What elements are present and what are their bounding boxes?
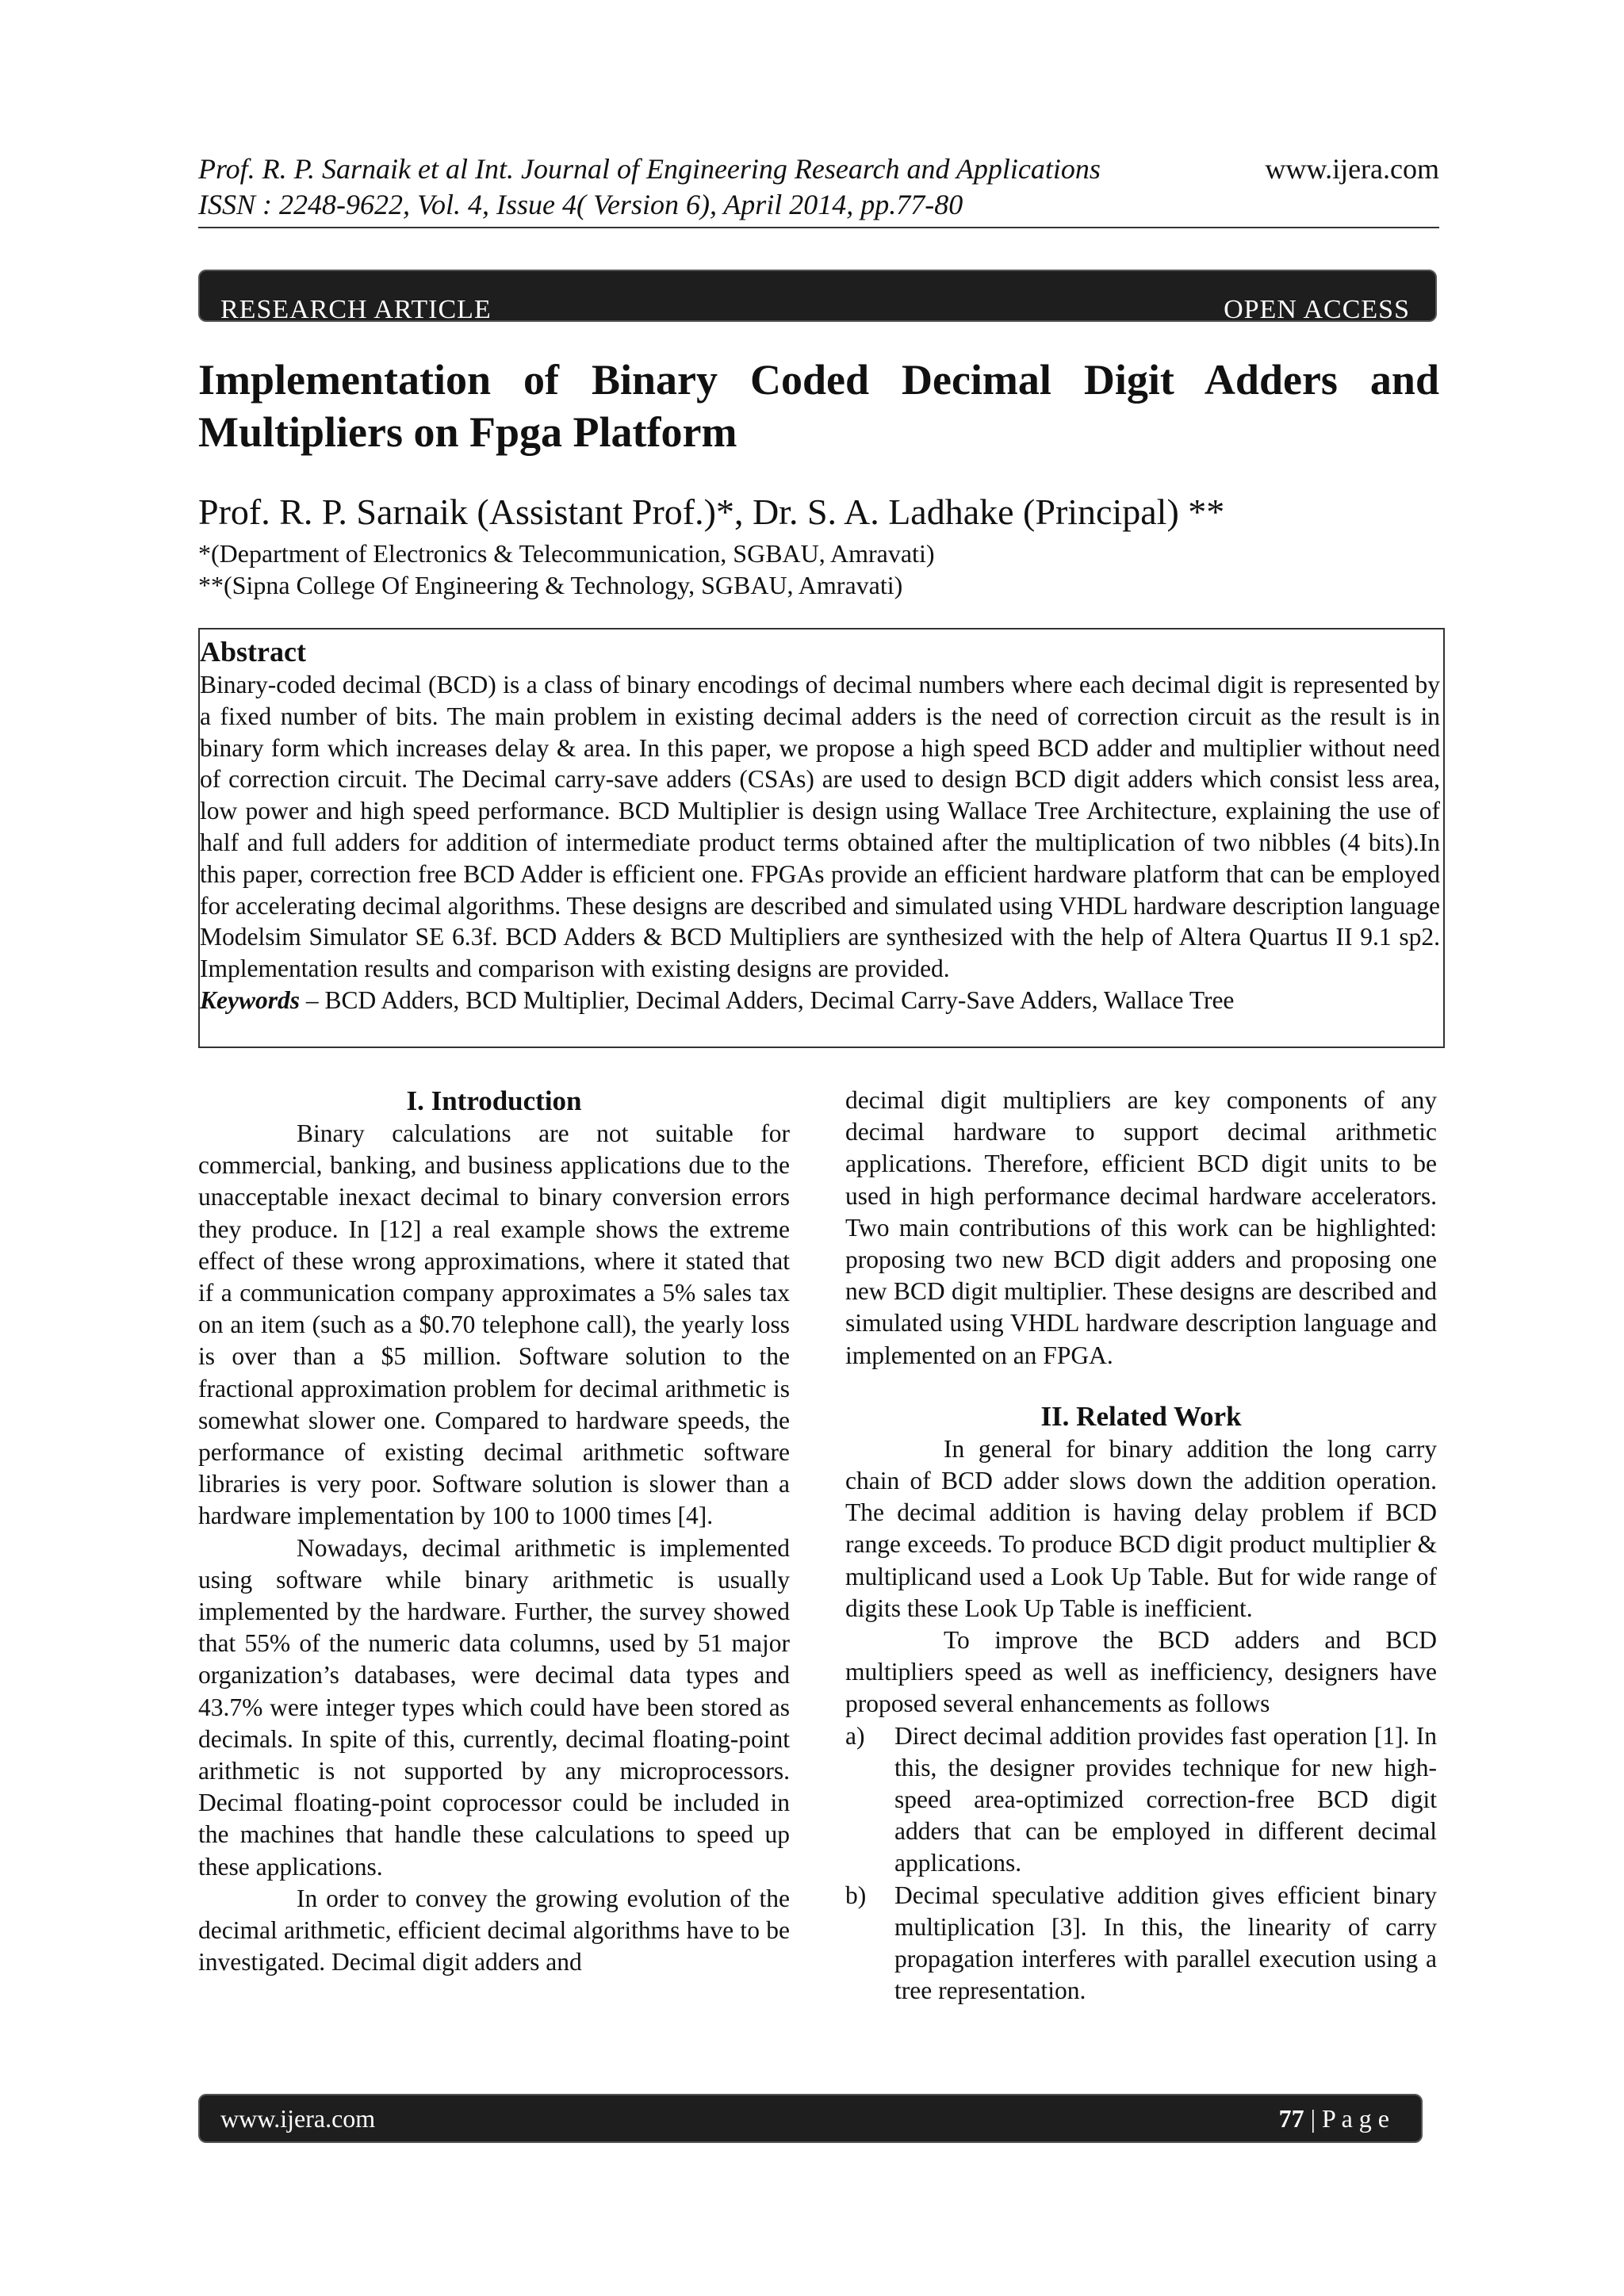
intro-paragraph-3: In order to convey the growing evolution of the decimal arithmetic, efficient decimal algorithms have to be investigated. Decimal digit adders and bbox=[198, 1884, 790, 1976]
section-heading-introduction: I. Introduction bbox=[406, 1085, 582, 1116]
list-item bbox=[845, 1720, 1437, 1880]
keywords-line bbox=[200, 985, 1440, 1016]
research-article-label: RESEARCH ARTICLE bbox=[220, 295, 492, 322]
list-text: Direct decimal addition provides fast operation [1]. In this, the designer provides technique for new high-speed area-optimized correction-free BCD digit adders that can be employed in different decimal applications. bbox=[894, 1721, 1437, 1877]
list-label: b) bbox=[845, 1881, 867, 1909]
related-paragraph-2: To improve the BCD adders and BCD multipliers speed as well as inefficiency, designers have proposed several enhancements as follows bbox=[845, 1626, 1437, 1718]
list-text: Decimal speculative addition gives efficient binary multiplication [3]. In this, the linearity of carry propagation interferes with parallel execution using a tree representation. bbox=[894, 1881, 1437, 2005]
affiliation-2: **(Sipna College Of Engineering & Technology, SGBAU, Amravati) bbox=[198, 571, 903, 599]
keywords-label: Keywords bbox=[200, 985, 300, 1014]
list-item bbox=[845, 1880, 1437, 2007]
right-column bbox=[845, 1085, 1437, 2007]
section-heading-related-work: II. Related Work bbox=[1040, 1400, 1242, 1432]
page-indicator bbox=[1279, 2104, 1389, 2133]
list-label: a) bbox=[845, 1721, 865, 1750]
affiliation-1: *(Department of Electronics & Telecommunication, SGBAU, Amravati) bbox=[198, 539, 935, 568]
issn-line: ISSN : 2248-9622, Vol. 4, Issue 4( Version 6), April 2014, pp.77-80 bbox=[198, 189, 963, 220]
abstract-text: Binary-coded decimal (BCD) is a class of binary encodings of decimal numbers where each decimal digit is represented by a fixed number of bits. The main problem in existing decimal adders is the need of correction circuit as the result is in binary form which increases delay & area. In this paper, we propose a high speed BCD adder and multiplier without need of correction circuit. The Decimal carry-save adders (CSAs) are used to design BCD digit adders which consist less area, low power and high speed performance. BCD Multiplier is design using Wallace Tree Architecture, explaining the use of half and full adders for addition of intermediate product terms obtained after the multiplication of two nibbles (4 bits).In this paper, correction free BCD Adder is efficient one. FPGAs provide an efficient hardware platform that can be employed for accelerating decimal algorithms. These designs are described and simulated using VHDL hardware description language Modelsim Simulator SE 6.3f. BCD Adders & BCD Multipliers are synthesized with the help of Altera Quartus II 9.1 sp2. Implementation results and comparison with existing designs are provided. bbox=[200, 671, 1440, 983]
page-label: | P a g e bbox=[1304, 2103, 1389, 2133]
left-column bbox=[198, 1085, 790, 1978]
intro-paragraph-1: Binary calculations are not suitable for commercial, banking, and business applications due to the unacceptable inexact decimal to binary conversion errors they produce. In [12] a real example shows the extreme effect of these wrong approximations, where it stated that if a communication company approximates a 5% sales tax on an item (such as a $0.70 telephone call), the yearly loss is over than a $5 million. Software solution to the fractional approximation problem for decimal arithmetic is somewhat slower one. Compared to hardware speeds, the performance of existing decimal arithmetic software libraries is very poor. Software solution is slower than a hardware implementation by 100 to 1000 times [4]. bbox=[198, 1119, 790, 1530]
page-header bbox=[198, 151, 1439, 228]
footer-website[interactable]: www.ijera.com bbox=[220, 2103, 376, 2133]
authors: Prof. R. P. Sarnaik (Assistant Prof.)*, Dr. S. A. Ladhake (Principal) ** bbox=[198, 492, 1225, 532]
abstract-heading: Abstract bbox=[200, 636, 306, 668]
open-access-label: OPEN ACCESS bbox=[1224, 295, 1410, 322]
related-paragraph-1: In general for binary addition the long carry chain of BCD adder slows down the addition operation. The decimal addition is having delay problem if BCD range exceeds. To produce BCD digit product multiplier & multiplicand used a Look Up Table. But for wide range of digits these Look Up Table is inefficient. bbox=[845, 1434, 1437, 1622]
intro-paragraph-2: Nowadays, decimal arithmetic is implemented using software while binary arithmetic is usually implemented by the hardware. Further, the survey showed that 55% of the numeric data columns, used by 51 major organization’s databases, were decimal data types and 43.7% were integer types which could have been stored as decimals. In spite of this, currently, decimal floating-point arithmetic is not supported by any microprocessors. Decimal floating-point coprocessor could be included in the machines that handle these calculations to speed up these applications. bbox=[198, 1533, 790, 1881]
article-type-banner bbox=[198, 270, 1437, 322]
abstract-box bbox=[198, 628, 1445, 1048]
journal-website[interactable]: www.ijera.com bbox=[1265, 153, 1439, 185]
page-number: 77 bbox=[1278, 2103, 1304, 2133]
page-footer bbox=[198, 2094, 1423, 2143]
intro-continuation: decimal digit multipliers are key components of any decimal hardware to support decimal arithmetic applications. Therefore, efficient BCD digit units to be used in high performance decimal hardware accelerators. Two main contributions of this work can be highlighted: proposing two new BCD digit adders and proposing one new BCD digit multiplier. These designs are described and simulated using VHDL hardware description language and implemented on an FPGA. bbox=[845, 1086, 1437, 1369]
journal-citation: Prof. R. P. Sarnaik et al Int. Journal of Engineering Research and Applications bbox=[198, 153, 1101, 185]
keywords-text: – BCD Adders, BCD Multiplier, Decimal Adders, Decimal Carry-Save Adders, Wallace Tree bbox=[305, 985, 1235, 1014]
paper-title: Implementation of Binary Coded Decimal Digit Adders and Multipliers on Fpga Platform bbox=[198, 356, 1439, 456]
